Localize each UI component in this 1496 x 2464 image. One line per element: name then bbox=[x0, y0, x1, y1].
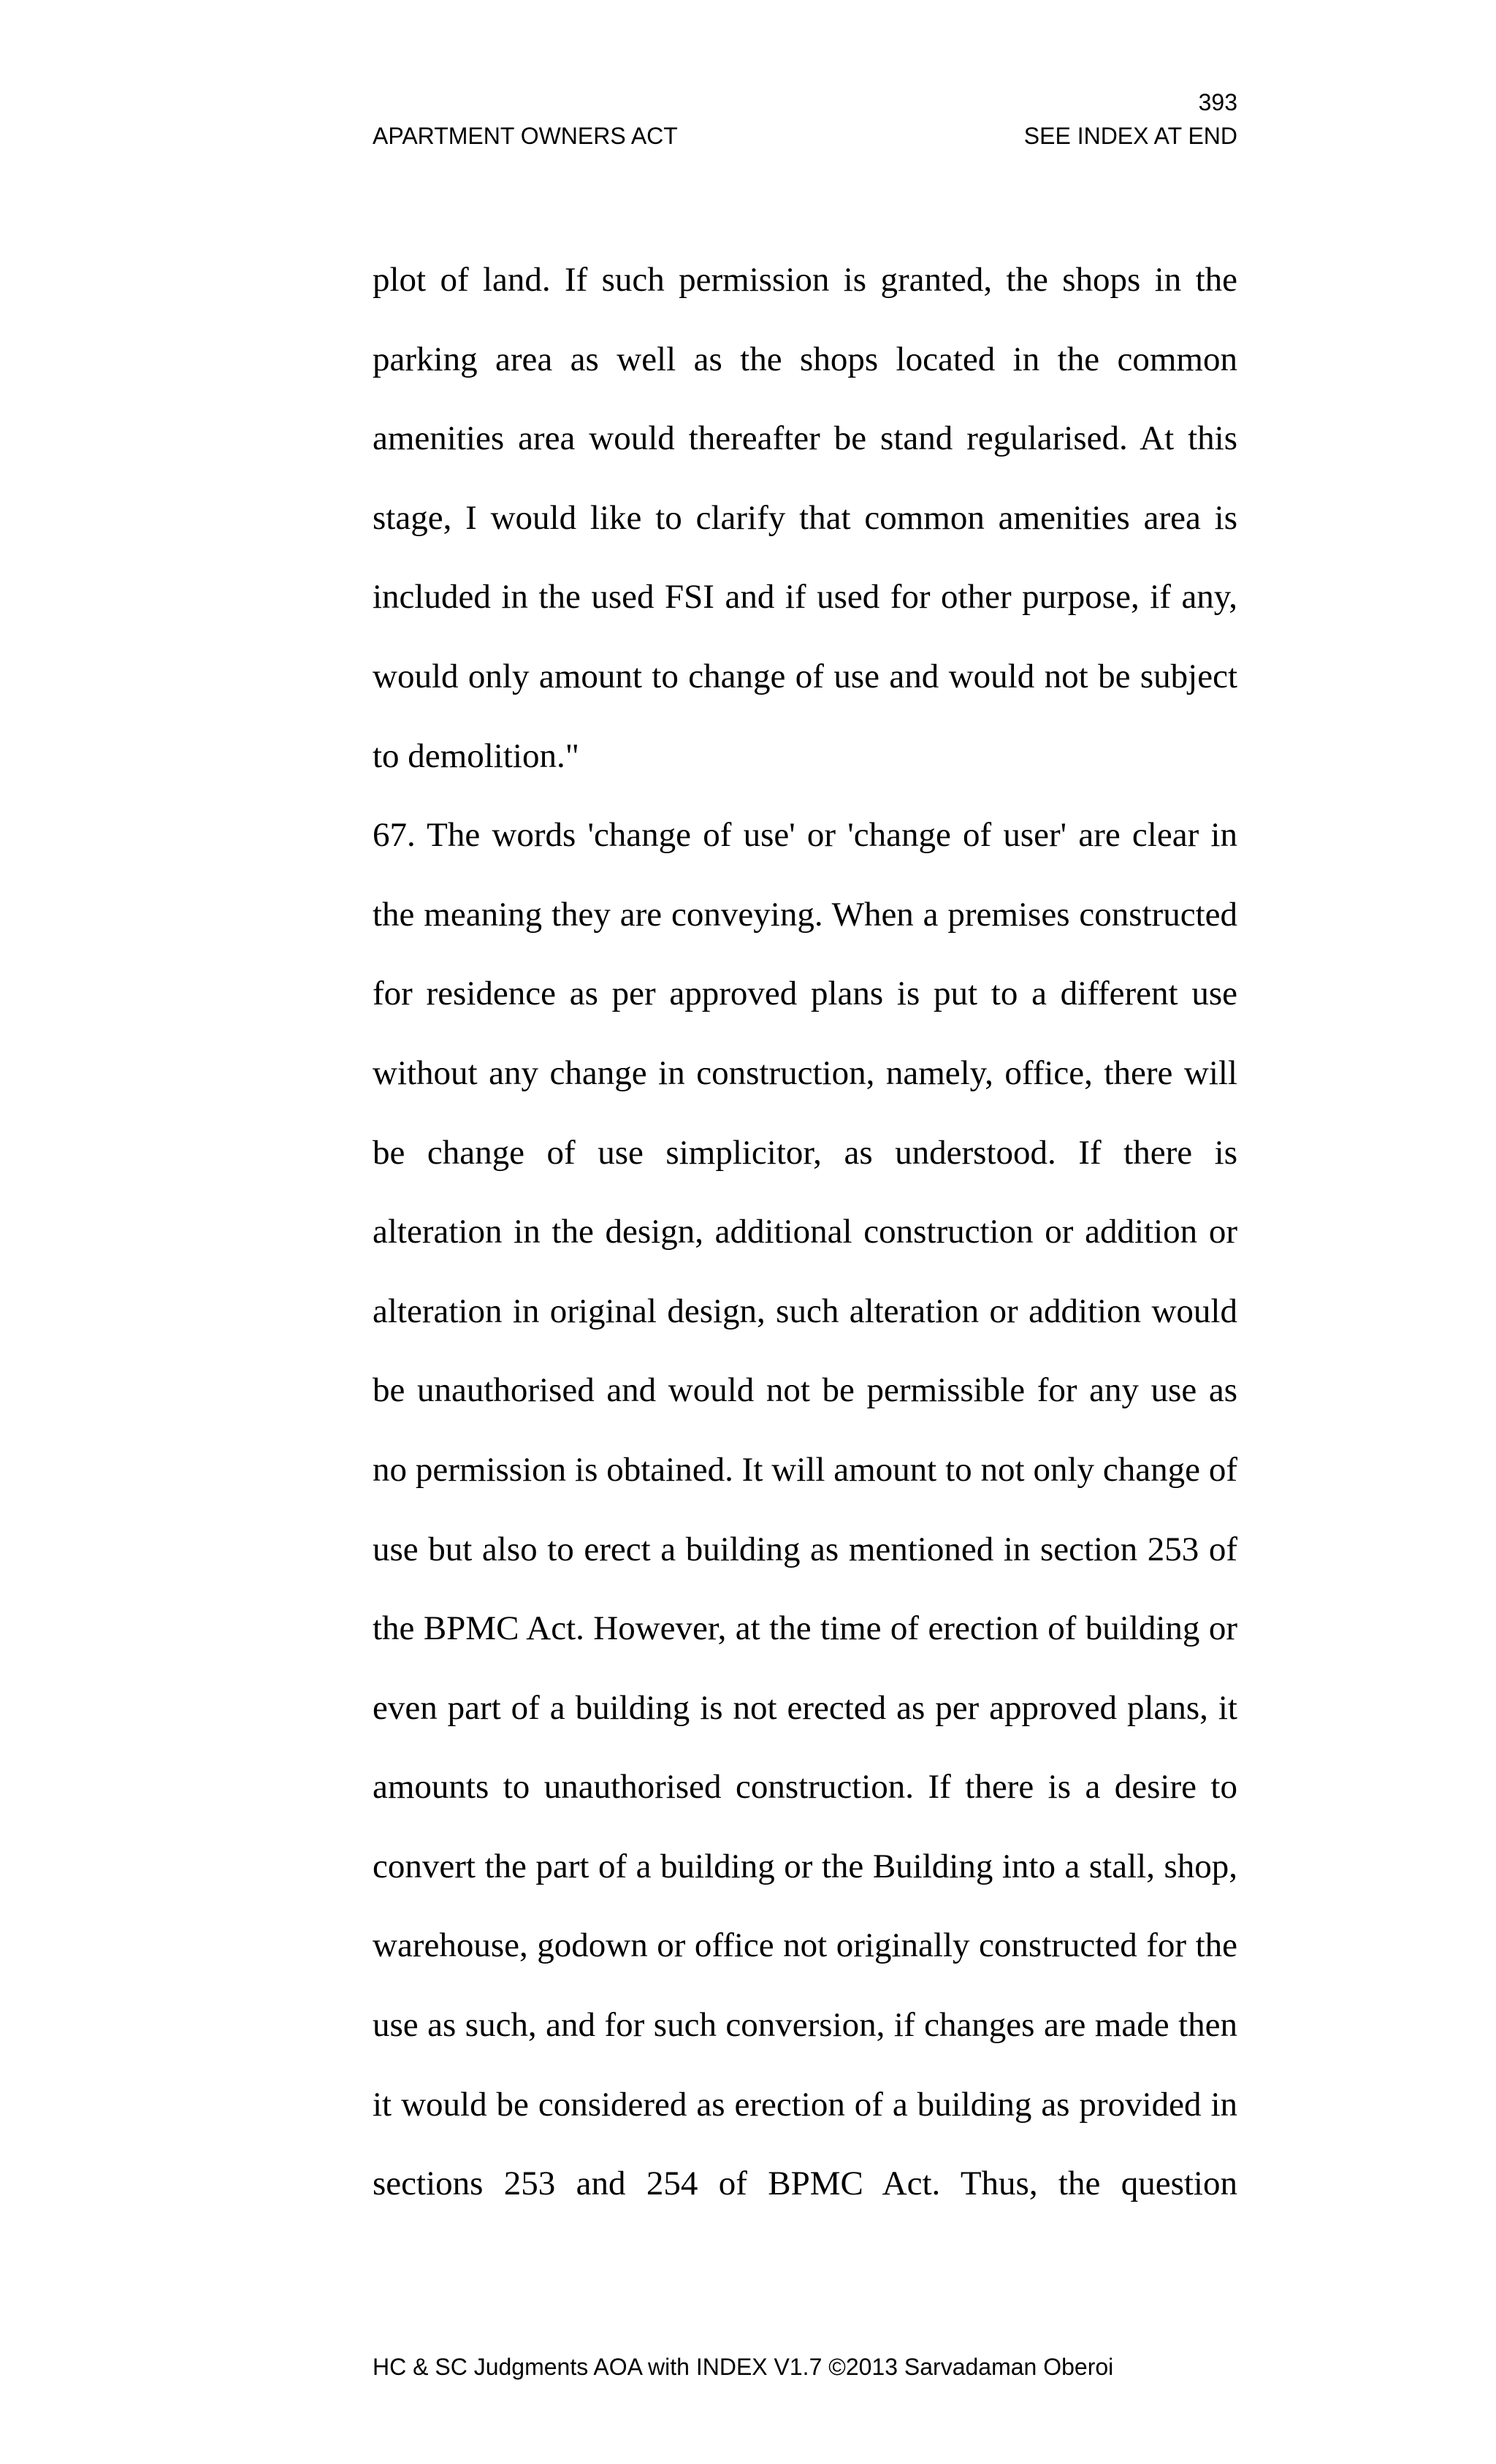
header-title: APARTMENT OWNERS ACT bbox=[373, 123, 678, 149]
text-line: it would be considered as erection of a building as provided in bbox=[373, 2085, 1237, 2124]
text-line: no permission is obtained. It will amount to not only change of bbox=[373, 1450, 1237, 1489]
text-line: even part of a building is not erected as per approved plans, it bbox=[373, 1688, 1237, 1727]
text-line: amounts to unauthorised construction. If there is a desire to bbox=[373, 1768, 1237, 1807]
document-body bbox=[373, 260, 1237, 2243]
text-line: convert the part of a building or the Building into a stall, shop, bbox=[373, 1847, 1237, 1885]
text-line: included in the used FSI and if used for other purpose, if any, bbox=[373, 578, 1237, 617]
text-line: to demolition." bbox=[373, 736, 579, 775]
running-header bbox=[373, 121, 1237, 150]
text-line: without any change in construction, namely, office, there will bbox=[373, 1053, 1237, 1092]
text-line: the BPMC Act. However, at the time of erection of building or bbox=[373, 1609, 1237, 1648]
text-line: for residence as per approved plans is put to a different use bbox=[373, 974, 1237, 1013]
text-line: stage, I would like to clarify that common amenities area is bbox=[373, 498, 1237, 537]
text-line: sections 253 and 254 of BPMC Act. Thus, the question bbox=[373, 2164, 1237, 2203]
text-line: the meaning they are conveying. When a premises constructed bbox=[373, 895, 1237, 934]
page-number: 393 bbox=[1198, 89, 1237, 115]
text-line: 67. The words 'change of use' or 'change of user' are clear in bbox=[373, 816, 1237, 855]
text-line: alteration in original design, such alteration or addition would bbox=[373, 1292, 1237, 1330]
page-footer: HC & SC Judgments AOA with INDEX V1.7 ©2013 Sarvadaman Oberoi bbox=[373, 2354, 1114, 2380]
text-line: alteration in the design, additional construction or addition or bbox=[373, 1213, 1237, 1251]
text-line: amenities area would thereafter be stand regularised. At this bbox=[373, 419, 1237, 458]
text-line: plot of land. If such permission is granted, the shops in the bbox=[373, 261, 1237, 299]
text-line: be change of use simplicitor, as understood. If there is bbox=[373, 1133, 1237, 1172]
text-line: warehouse, godown or office not originally constructed for the bbox=[373, 1926, 1237, 1965]
text-line: use but also to erect a building as mentioned in section 253 of bbox=[373, 1530, 1237, 1568]
header-index-note: SEE INDEX AT END bbox=[1023, 123, 1237, 149]
text-line: parking area as well as the shops located in the common bbox=[373, 340, 1237, 378]
text-line: use as such, and for such conversion, if changes are made then bbox=[373, 2006, 1237, 2045]
text-line: would only amount to change of use and would not be subject bbox=[373, 657, 1237, 695]
text-line: be unauthorised and would not be permissible for any use as bbox=[373, 1371, 1237, 1410]
